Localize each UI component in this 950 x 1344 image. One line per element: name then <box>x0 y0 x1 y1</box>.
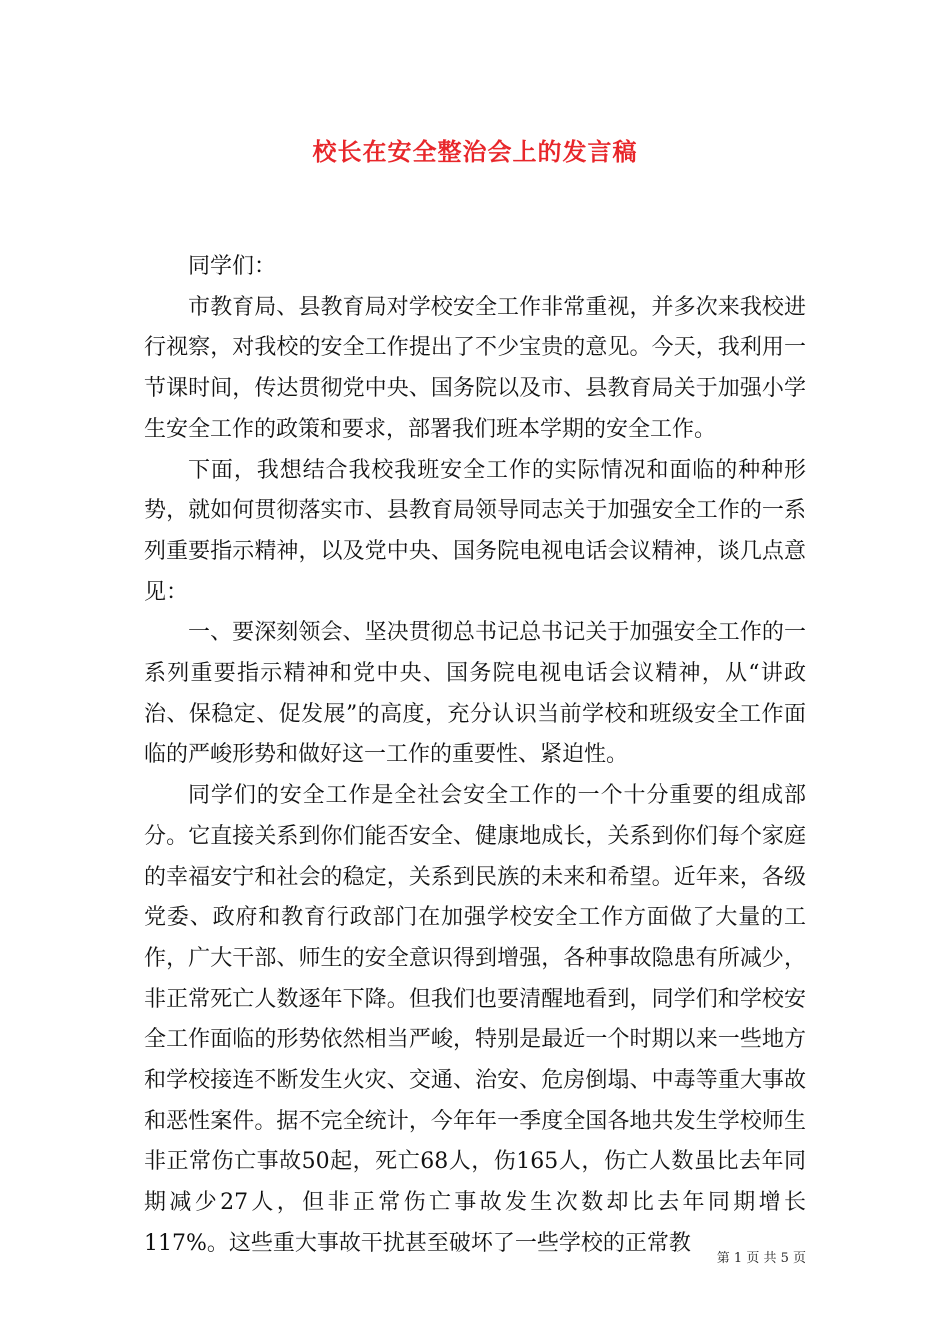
salutation-paragraph: 同学们： <box>188 254 277 279</box>
body-paragraph-2: 下面，我想结合我校我班安全工作的实际情况和面临的种种形势，就如何贯彻落实市、县教育局领导同志关于加强安全工作的一系列重要指示精神，以及党中央、国务院电视电话会议精神，谈几点意见： <box>144 457 806 605</box>
body-paragraph-3: 一、要深刻领会、坚决贯彻总书记总书记关于加强安全工作的一系列重要指示精神和党中央、国务院电视电话会议精神，从“讲政治、保稳定、促发展”的高度，充分认识当前学校和班级安全工作面临的严峻形势和做好这一工作的重要性、紧迫性。 <box>144 620 806 768</box>
document-title: 校长在安全整治会上的发言稿 <box>312 137 638 166</box>
document-body <box>144 247 806 1265</box>
body-paragraph-4: 同学们的安全工作是全社会安全工作的一个十分重要的组成部分。它直接关系到你们能否安全、健康地成长，关系到你们每个家庭的幸福安宁和社会的稳定，关系到民族的未来和希望。近年来，各级党委、政府和教育行政部门在加强学校安全工作方面做了大量的工作，广大干部、师生的安全意识得到增强，各种事故隐患有所减少，非正常死亡人数逐年下降。但我们也要清醒地看到，同学们和学校安全工作面临的形势依然相当严峻，特别是最近一个时期以来一些地方和学校接连不断发生火灾、交通、治安、危房倒塌、中毒等重大事故和恶性案件。据不完全统计，今年年一季度全国各地共发生学校师生非正常伤亡事故50起，死亡68人，伤165人，伤亡人数虽比去年同期减少27人，但非正常伤亡事故发生次数却比去年同期增长117%。这些重大事故干扰甚至破坏了一些学校的正常教 <box>144 783 806 1256</box>
body-paragraph-1: 市教育局、县教育局对学校安全工作非常重视，并多次来我校进行视察，对我校的安全工作提出了不少宝贵的意见。今天，我利用一节课时间，传达贯彻党中央、国务院以及市、县教育局关于加强小学生安全工作的政策和要求，部署我们班本学期的安全工作。 <box>144 294 806 442</box>
page-number-footer: 第 1 页 共 5 页 <box>716 1251 806 1266</box>
